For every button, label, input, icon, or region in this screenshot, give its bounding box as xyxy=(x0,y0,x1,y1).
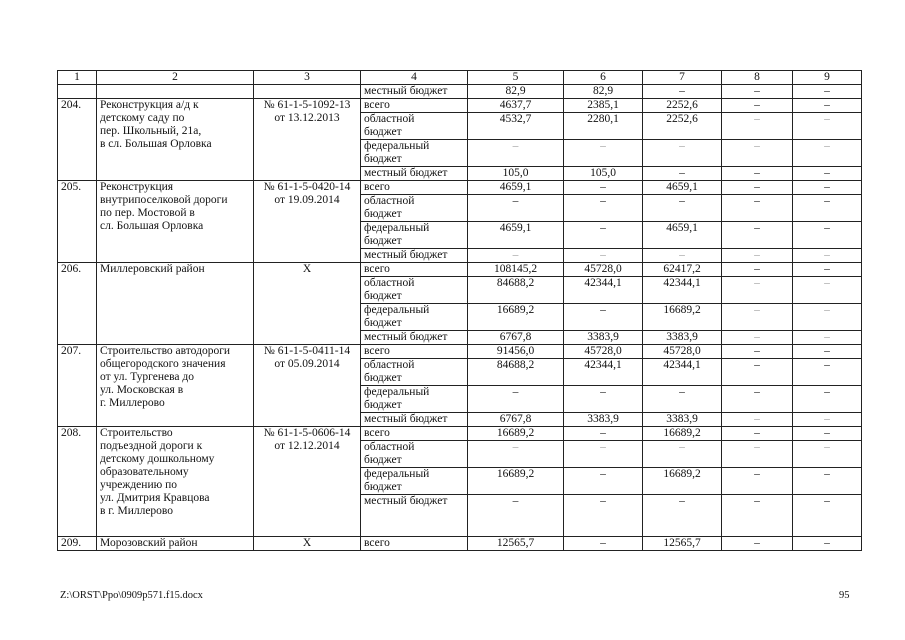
amount-cell: 4659,1 xyxy=(643,222,722,249)
amount-cell: 108145,2 xyxy=(468,263,564,277)
amount-cell: – xyxy=(468,249,564,263)
object-name-cell: Морозовский район xyxy=(97,537,254,551)
amount-cell: – xyxy=(793,222,862,249)
amount-cell: 105,0 xyxy=(564,167,643,181)
amount-cell: 45728,0 xyxy=(564,345,643,359)
column-number: 1 xyxy=(58,71,97,85)
amount-cell: – xyxy=(793,195,862,222)
amount-cell: 62417,2 xyxy=(643,263,722,277)
amount-cell: – xyxy=(722,222,793,249)
amount-cell: 2252,6 xyxy=(643,99,722,113)
row-number-cell: 206. xyxy=(58,263,97,345)
amount-cell: 42344,1 xyxy=(643,359,722,386)
amount-cell: – xyxy=(643,195,722,222)
table-row xyxy=(58,99,862,113)
row-number-cell: 205. xyxy=(58,181,97,263)
table-row xyxy=(58,537,862,551)
amount-cell: – xyxy=(722,468,793,495)
amount-cell: 16689,2 xyxy=(643,304,722,331)
table-row xyxy=(58,181,862,195)
amount-cell: 2252,6 xyxy=(643,113,722,140)
object-name-cell xyxy=(97,85,254,99)
amount-cell: – xyxy=(722,495,793,537)
amount-cell: 82,9 xyxy=(564,85,643,99)
amount-cell: 42344,1 xyxy=(564,359,643,386)
column-number: 2 xyxy=(97,71,254,85)
amount-cell: – xyxy=(722,304,793,331)
budget-type-cell: федеральный бюджет xyxy=(361,140,468,167)
budget-type-cell: всего xyxy=(361,345,468,359)
amount-cell: 16689,2 xyxy=(468,304,564,331)
budget-type-cell: областной бюджет xyxy=(361,113,468,140)
amount-cell: – xyxy=(722,413,793,427)
amount-cell: – xyxy=(793,537,862,551)
amount-cell: – xyxy=(793,140,862,167)
amount-cell: – xyxy=(793,113,862,140)
column-number-row xyxy=(58,71,862,85)
column-number: 3 xyxy=(254,71,361,85)
amount-cell: – xyxy=(793,167,862,181)
object-name-cell: Реконструкция а/д к детскому саду по пер. Школьный, 21а, в сл. Большая Орловка xyxy=(97,99,254,181)
document-cell xyxy=(254,85,361,99)
amount-cell: 16689,2 xyxy=(468,427,564,441)
amount-cell: 16689,2 xyxy=(643,468,722,495)
amount-cell: – xyxy=(564,140,643,167)
amount-cell: 3383,9 xyxy=(564,413,643,427)
object-name-cell: Строительство автодороги общегородского значения от ул. Тургенева до ул. Московская в г. Миллерово xyxy=(97,345,254,427)
amount-cell: – xyxy=(793,85,862,99)
budget-type-cell: федеральный бюджет xyxy=(361,468,468,495)
amount-cell: 42344,1 xyxy=(564,277,643,304)
budget-type-cell: всего xyxy=(361,99,468,113)
amount-cell: 16689,2 xyxy=(643,427,722,441)
amount-cell: 16689,2 xyxy=(468,468,564,495)
amount-cell: – xyxy=(722,167,793,181)
amount-cell: – xyxy=(643,249,722,263)
amount-cell: – xyxy=(722,249,793,263)
table-body xyxy=(58,71,862,551)
budget-type-cell: областной бюджет xyxy=(361,195,468,222)
budget-type-cell: местный бюджет xyxy=(361,413,468,427)
amount-cell: – xyxy=(564,495,643,537)
amount-cell: – xyxy=(722,195,793,222)
document-cell: Х xyxy=(254,263,361,345)
row-number-cell xyxy=(58,85,97,99)
amount-cell: – xyxy=(643,140,722,167)
amount-cell: – xyxy=(793,359,862,386)
column-number: 7 xyxy=(643,71,722,85)
amount-cell: – xyxy=(564,249,643,263)
budget-type-cell: федеральный бюджет xyxy=(361,304,468,331)
row-number-cell: 208. xyxy=(58,427,97,537)
amount-cell: 2385,1 xyxy=(564,99,643,113)
amount-cell: – xyxy=(468,195,564,222)
amount-cell: 4659,1 xyxy=(468,181,564,195)
amount-cell: – xyxy=(793,263,862,277)
amount-cell: 84688,2 xyxy=(468,277,564,304)
amount-cell: 45728,0 xyxy=(564,263,643,277)
row-number-cell: 209. xyxy=(58,537,97,551)
column-number: 8 xyxy=(722,71,793,85)
amount-cell: – xyxy=(722,345,793,359)
document-cell: № 61-1-5-0411-14 от 05.09.2014 xyxy=(254,345,361,427)
file-path: Z:\ORST\Ppo\0909p571.f15.docx xyxy=(60,590,203,601)
amount-cell: – xyxy=(722,140,793,167)
amount-cell: – xyxy=(468,140,564,167)
budget-type-cell: местный бюджет xyxy=(361,495,468,537)
table-row xyxy=(58,345,862,359)
amount-cell: – xyxy=(564,537,643,551)
budget-type-cell: всего xyxy=(361,263,468,277)
amount-cell: – xyxy=(643,85,722,99)
budget-type-cell: областной бюджет xyxy=(361,277,468,304)
amount-cell: – xyxy=(722,263,793,277)
budget-type-cell: федеральный бюджет xyxy=(361,222,468,249)
amount-cell: – xyxy=(722,181,793,195)
amount-cell: – xyxy=(468,441,564,468)
table-row xyxy=(58,263,862,277)
amount-cell: – xyxy=(793,277,862,304)
amount-cell: 45728,0 xyxy=(643,345,722,359)
amount-cell: – xyxy=(793,495,862,537)
amount-cell: 82,9 xyxy=(468,85,564,99)
amount-cell: – xyxy=(722,85,793,99)
amount-cell: – xyxy=(793,99,862,113)
object-name-cell: Реконструкция внутрипоселковой дороги по пер. Мостовой в сл. Большая Орловка xyxy=(97,181,254,263)
row-number-cell: 207. xyxy=(58,345,97,427)
amount-cell: 105,0 xyxy=(468,167,564,181)
amount-cell: – xyxy=(793,331,862,345)
budget-type-cell: местный бюджет xyxy=(361,85,468,99)
amount-cell: – xyxy=(722,331,793,345)
amount-cell: – xyxy=(793,345,862,359)
amount-cell: – xyxy=(722,99,793,113)
amount-cell: 84688,2 xyxy=(468,359,564,386)
amount-cell: – xyxy=(793,441,862,468)
budget-type-cell: местный бюджет xyxy=(361,331,468,345)
budget-table xyxy=(57,70,862,551)
amount-cell: – xyxy=(643,495,722,537)
document-cell: № 61-1-5-0606-14 от 12.12.2014 xyxy=(254,427,361,537)
column-number: 5 xyxy=(468,71,564,85)
budget-type-cell: всего xyxy=(361,537,468,551)
amount-cell: – xyxy=(722,386,793,413)
budget-type-cell: областной бюджет xyxy=(361,359,468,386)
row-number-cell: 204. xyxy=(58,99,97,181)
amount-cell: – xyxy=(643,441,722,468)
amount-cell: 3383,9 xyxy=(643,331,722,345)
object-name-cell: Строительство подъездной дороги к детскому дошкольному образовательному учреждению по ул. Дмитрия Кравцова в г. Миллерово xyxy=(97,427,254,537)
budget-type-cell: местный бюджет xyxy=(361,249,468,263)
amount-cell: 91456,0 xyxy=(468,345,564,359)
amount-cell: – xyxy=(643,167,722,181)
budget-type-cell: федеральный бюджет xyxy=(361,386,468,413)
amount-cell: – xyxy=(564,468,643,495)
amount-cell: 4659,1 xyxy=(468,222,564,249)
amount-cell: – xyxy=(564,427,643,441)
amount-cell: – xyxy=(793,413,862,427)
amount-cell: – xyxy=(564,222,643,249)
document-cell: № 61-1-5-0420-14 от 19.09.2014 xyxy=(254,181,361,263)
amount-cell: – xyxy=(793,249,862,263)
amount-cell: 3383,9 xyxy=(564,331,643,345)
amount-cell: 6767,8 xyxy=(468,331,564,345)
column-number: 4 xyxy=(361,71,468,85)
amount-cell: – xyxy=(793,181,862,195)
amount-cell: – xyxy=(793,468,862,495)
budget-type-cell: местный бюджет xyxy=(361,167,468,181)
amount-cell: – xyxy=(722,427,793,441)
amount-cell: 6767,8 xyxy=(468,413,564,427)
amount-cell: – xyxy=(722,537,793,551)
amount-cell: – xyxy=(564,181,643,195)
column-number: 6 xyxy=(564,71,643,85)
amount-cell: – xyxy=(564,195,643,222)
amount-cell: – xyxy=(793,427,862,441)
amount-cell: 42344,1 xyxy=(643,277,722,304)
budget-type-cell: всего xyxy=(361,427,468,441)
amount-cell: 3383,9 xyxy=(643,413,722,427)
budget-type-cell: областной бюджет xyxy=(361,441,468,468)
amount-cell: 4637,7 xyxy=(468,99,564,113)
amount-cell: 4532,7 xyxy=(468,113,564,140)
budget-type-cell: всего xyxy=(361,181,468,195)
object-name-cell: Миллеровский район xyxy=(97,263,254,345)
amount-cell: – xyxy=(468,386,564,413)
amount-cell: – xyxy=(643,386,722,413)
document-cell: Х xyxy=(254,537,361,551)
amount-cell: 12565,7 xyxy=(643,537,722,551)
amount-cell: – xyxy=(564,304,643,331)
amount-cell: 12565,7 xyxy=(468,537,564,551)
amount-cell: – xyxy=(793,304,862,331)
amount-cell: – xyxy=(722,441,793,468)
amount-cell: – xyxy=(722,277,793,304)
amount-cell: 4659,1 xyxy=(643,181,722,195)
document-cell: № 61-1-5-1092-13 от 13.12.2013 xyxy=(254,99,361,181)
amount-cell: – xyxy=(722,359,793,386)
amount-cell: – xyxy=(564,386,643,413)
amount-cell: – xyxy=(793,386,862,413)
amount-cell: – xyxy=(564,441,643,468)
amount-cell: – xyxy=(722,113,793,140)
page-number: 95 xyxy=(839,590,850,601)
amount-cell: – xyxy=(468,495,564,537)
amount-cell: 2280,1 xyxy=(564,113,643,140)
table-row xyxy=(58,427,862,441)
column-number: 9 xyxy=(793,71,862,85)
table-row xyxy=(58,85,862,99)
